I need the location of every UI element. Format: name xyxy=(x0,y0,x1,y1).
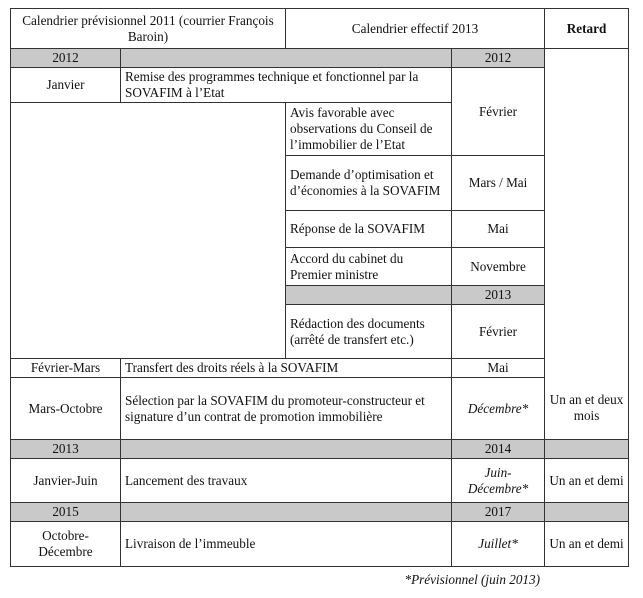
section-row-2012 xyxy=(11,49,629,68)
table-row xyxy=(11,359,629,378)
eff-date-cell: Juin-Décembre* xyxy=(452,459,545,503)
eff-date-cell: Mars / Mai xyxy=(452,156,545,211)
task-cell: Avis favorable avec observations du Conseil de l’immobilier de l’Etat xyxy=(286,103,452,156)
task-cell: Rédaction des documents (arrêté de transfert etc.) xyxy=(286,305,452,359)
section-prev-2012: 2012 xyxy=(11,49,121,68)
retard-cell: Un an et deux mois xyxy=(545,378,629,440)
table-row xyxy=(11,378,629,440)
prev-date-cell: Mars-Octobre xyxy=(11,378,121,440)
section-spacer xyxy=(545,440,629,459)
section-prev-2013: 2013 xyxy=(11,440,121,459)
section-spacer xyxy=(121,503,452,522)
section-spacer xyxy=(286,286,452,305)
table-row xyxy=(11,522,629,567)
task-cell: Transfert des droits réels à la SOVAFIM xyxy=(121,359,452,378)
retard-cell: Un an et demi xyxy=(545,459,629,503)
task-cell: Lancement des travaux xyxy=(121,459,452,503)
retard-empty-cell xyxy=(545,49,629,378)
blank-area xyxy=(11,103,286,359)
footnote: *Prévisionnel (juin 2013) xyxy=(404,572,540,587)
section-spacer xyxy=(545,503,629,522)
section-eff-2017: 2017 xyxy=(452,503,545,522)
table-row xyxy=(11,459,629,503)
eff-date-cell: Mai xyxy=(452,211,545,248)
section-eff-2014: 2014 xyxy=(452,440,545,459)
section-prev-2015: 2015 xyxy=(11,503,121,522)
eff-date-cell: Février xyxy=(452,68,545,156)
section-eff-2012: 2012 xyxy=(452,49,545,68)
header-previsionnel: Calendrier prévisionnel 2011 (courrier François Baroin) xyxy=(11,9,286,49)
prev-date-cell: Octobre-Décembre xyxy=(11,522,121,567)
task-cell: Sélection par la SOVAFIM du promoteur-constructeur et signature d’un contrat de promotion immobilière xyxy=(121,378,452,440)
calendar-table xyxy=(10,8,629,567)
task-cell: Réponse de la SOVAFIM xyxy=(286,211,452,248)
table-row xyxy=(11,68,629,103)
prev-date-cell: Janvier xyxy=(11,68,121,103)
section-eff-2013: 2013 xyxy=(452,286,545,305)
eff-date-cell: Décembre* xyxy=(452,378,545,440)
eff-date-cell: Juillet* xyxy=(452,522,545,567)
header-effectif: Calendrier effectif 2013 xyxy=(286,9,545,49)
task-cell: Accord du cabinet du Premier ministre xyxy=(286,248,452,286)
section-spacer xyxy=(121,49,452,68)
task-cell: Livraison de l’immeuble xyxy=(121,522,452,567)
eff-date-cell: Mai xyxy=(452,359,545,378)
section-row-2015 xyxy=(11,503,629,522)
eff-date-cell: Février xyxy=(452,305,545,359)
section-row-2013 xyxy=(11,440,629,459)
header-row xyxy=(11,9,629,49)
prev-date-cell: Février-Mars xyxy=(11,359,121,378)
eff-date-cell: Novembre xyxy=(452,248,545,286)
task-cell: Remise des programmes technique et fonctionnel par la SOVAFIM à l’Etat xyxy=(121,68,452,103)
task-cell: Demande d’optimisation et d’économies à la SOVAFIM xyxy=(286,156,452,211)
prev-date-cell: Janvier-Juin xyxy=(11,459,121,503)
header-retard: Retard xyxy=(545,9,629,49)
section-spacer xyxy=(121,440,452,459)
retard-cell: Un an et demi xyxy=(545,522,629,567)
